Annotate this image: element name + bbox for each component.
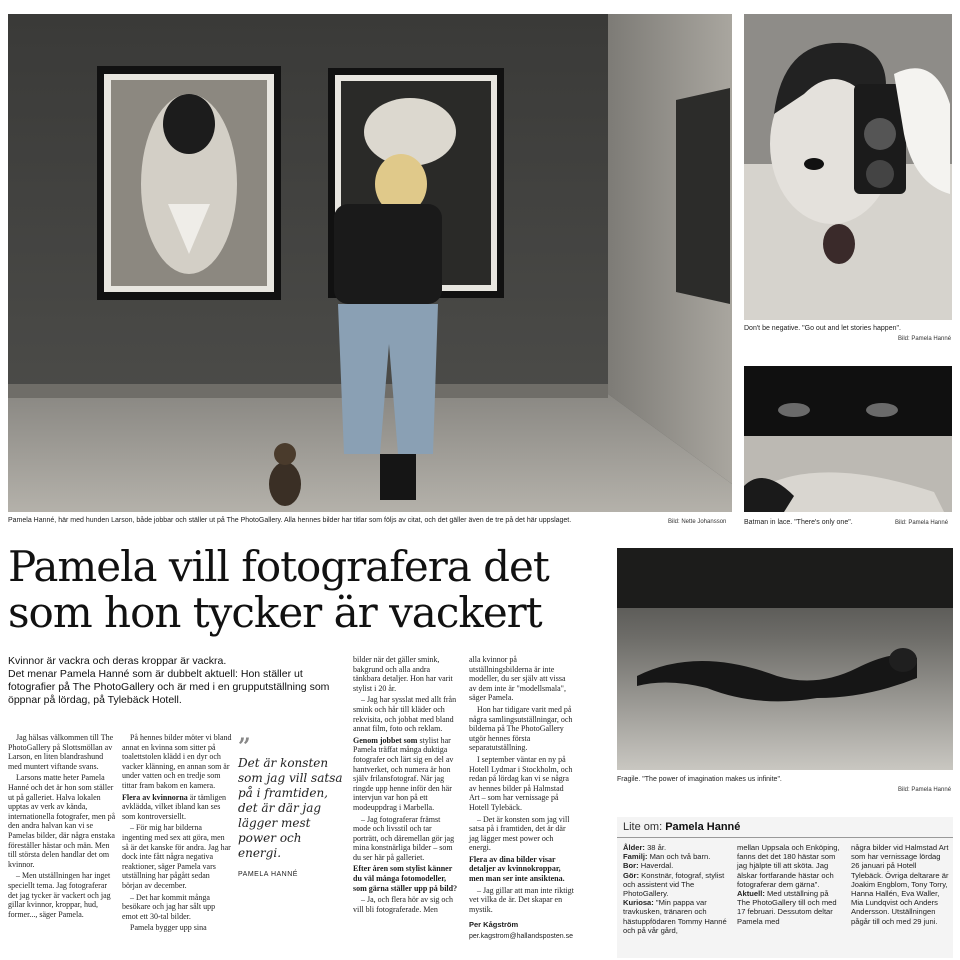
fact-label: Bor: (623, 861, 639, 871)
facts-title (623, 821, 740, 833)
interview-question: Efter åren som stylist känner du väl många fotomodeller, som gärna ställer upp på bild? (353, 864, 458, 893)
main-photo-caption: Pamela Hanné, här med hunden Larson, både jobbar och ställer ut på The PhotoGallery. Alla hennes bilder har titlar som följs av citat, och det gäller även de tre på det här uppslaget. (8, 517, 572, 524)
body-paragraph: Hon har tidigare varit med på några samlingsutställningar, och bilderna på The PhotoGallery utgör hennes första separatutställning. (469, 704, 573, 753)
ingress-line-2: Det menar Pamela Hanné som är dubbelt aktuell: Hon ställer ut fotografier på The PhotoGallery och är med i en grupputställning som öppnar på lördag, på Tylebäck Hotell. (8, 668, 330, 706)
fact-label: Ålder: (623, 843, 645, 852)
side-photo-camera-woman (744, 14, 952, 320)
article-headline: Pamela vill fotografera det som hon tycker är vackert (8, 542, 549, 637)
fact-label: Familj: (623, 852, 648, 862)
fact-label: Kuriosa: (623, 898, 654, 908)
fact-row (623, 871, 729, 899)
body-paragraph-with-subhead (353, 736, 459, 813)
fact-row (623, 852, 729, 861)
fact-label: Aktuell: (737, 889, 765, 899)
facts-title-name: Pamela Hanné (665, 821, 741, 833)
body-text: stylist har Pamela träffat många duktiga fotografer och lärt sig en del av hantverket, och numera är hon själv frilansfotograf. När jag ringde upp henne inför den här intervjun var hon på ett modeuppdrag i Marbella. (353, 735, 454, 812)
body-paragraph: – För mig har bilderna ingenting med sex att göra, men så är det kanske för andra. Jag har dock inte fått några negativa reaktioner, säger Pamela vars utställning har pågått sedan början av december. (122, 823, 231, 890)
body-text: är tämligen avklädda, vilket ibland kan ses som kontroversiellt. (122, 792, 226, 821)
facts-column-2 (737, 843, 843, 926)
fact-value: Med utställning på The PhotoGallery till och med 17 februari. Dessutom deltar Pamela med (737, 889, 837, 926)
quote-text: Det är konsten som jag vill satsa på i framtiden, det är där jag lägger mest power och energi. (238, 756, 343, 860)
byline-email[interactable]: per.kagstrom@hallandsposten.se (469, 933, 573, 941)
body-paragraph: – Jag har sysslat med allt från smink och hår till kläder och rekvisita, och jobbat med bland annat film, foto och reklam. (353, 695, 457, 734)
side-photo-1-image (744, 14, 952, 320)
fact-value: Man och två barn. (647, 852, 711, 862)
subhead: Flera av kvinnorna (122, 792, 188, 802)
fact-row (623, 861, 729, 870)
body-paragraph: alla kvinnor på utställningsbilderna är inte modeller, du ser själv att vissa av dem inte är "modellsmala", säger Pamela. (469, 655, 566, 703)
fact-value: några bilder vid Halmstad Art som har vernissage lördag 26 januari på Hotell Tylebäck. Övriga deltarare är Joakim Engblom, Tony Torry, Hanna Hallén, Eva Waller, Mia Lundqvist och Anders Andersson. Utställningen pågår till och med 29 juni. (851, 843, 949, 926)
body-paragraph: bilder när det gäller smink, bakgrund och alla andra tänkbara detaljer. Hon har varit stylist i 20 år. (353, 655, 453, 693)
article-column-4 (469, 655, 575, 944)
side-photo-1-credit: Bild: Pamela Hanné (898, 336, 952, 342)
body-paragraph: Pamela bygger upp sina (130, 923, 207, 933)
body-paragraph-with-subhead (122, 793, 232, 822)
article-column-3 (353, 655, 459, 916)
side-photo-2-credit: Bild: Pamela Hanné (895, 520, 949, 526)
body-paragraph: – Det är konsten som jag vill satsa på i framtiden, det är där jag lägger mest power och energi. (469, 814, 570, 853)
fact-value: Haverdal. (638, 861, 674, 871)
side-photo-1-caption: Don't be negative. "Go out and let stories happen". (744, 325, 901, 332)
ingress-line-1: Kvinnor är vackra och deras kroppar är vackra. (8, 655, 227, 667)
body-paragraph: I september väntar en ny på Hotell Lydmar i Stockholm, och redan på lördag kan vi se några av hennes bilder på Halmstad Art – som har vernissage på Hotell Tylebäck. (469, 754, 573, 812)
interview-question: Flera av dina bilder visar detaljer av kvinnokroppar, men man ser inte ansiktena. (469, 854, 565, 884)
body-paragraph: – Jag fotograferar främst mode och livsstil och tar porträtt, och däremellan gör jag mina konstnärliga bilder – som du ser här på galleriet. (353, 814, 455, 862)
body-paragraph: – Men utställningen har inget speciellt tema. Jag fotograferar det jag tycker är vackert och jag gillar kvinnor, kroppar, hud, former..., säger Pamela. (8, 871, 111, 919)
side-photo-3-image (617, 548, 953, 770)
main-gallery-image (8, 14, 732, 512)
fact-value: Konstnär, fotograf, stylist och assistent vid The PhotoGallery. (623, 870, 725, 899)
side-photo-3-credit: Bild: Pamela Hanné (898, 787, 952, 793)
main-photo-credit: Bild: Nette Johansson (668, 519, 727, 525)
fact-row (623, 843, 729, 852)
facts-divider (617, 837, 953, 838)
body-paragraph: – Ja, och flera hör av sig och vill bli fotograferade. Men (353, 895, 453, 914)
article-column-1 (8, 733, 116, 921)
article-ingress (8, 655, 343, 707)
side-photo-2-image (744, 366, 952, 512)
quote-mark-icon: ” (238, 734, 251, 760)
side-photo-lace-face (744, 366, 952, 512)
byline-name: Per Kågström (469, 920, 519, 930)
facts-box (617, 817, 953, 958)
fact-value: 38 år. (644, 843, 667, 852)
pull-quote (238, 734, 346, 882)
side-photo-3-caption: Fragile. "The power of imagination makes us infinite". (617, 776, 782, 783)
subhead: Genom jobbet som (353, 735, 418, 745)
facts-title-prefix: Lite om: (623, 821, 666, 833)
body-paragraph: Jag hälsas välkommen till The PhotoGallery på Slottsmöllan av Larson, en liten blandrashund med muntert viftande svans. (8, 733, 114, 771)
body-paragraph: – Jag gillar att man inte riktigt vet vilka de är. Det skapar en mystik. (469, 885, 574, 914)
side-photo-2-caption: Batman in lace. "There's only one". (744, 519, 853, 526)
quote-author: PAMELA HANNÉ (238, 871, 298, 878)
body-paragraph: Larsons matte heter Pamela Hanné och det är hon som ställer ut på galleriet. Halva lokalen upptas av verk av kända, internationella fotografer, men på den andra halvan kan vi se Pamelas bilder, där några enstaka föreställer hästar och män. Men till största delen handlar det om kvinnor. (8, 773, 116, 869)
article-column-2 (122, 733, 232, 935)
body-paragraph: På hennes bilder möter vi bland annat en kvinna som sitter på toalettstolen klädd i en dyr och vacker klänning, en annan som är under vatten och en tredje som tittar fram bakom en kamera. (122, 733, 232, 790)
fact-value: "Min pappa var travkusken, tränaren och hästuppfödaren Tommy Hanné och på vår gård, (623, 898, 727, 935)
body-paragraph: – Det har kommit många besökare och jag har sålt upp emot ett 30-tal bilder. (122, 892, 216, 921)
fact-row (737, 889, 843, 926)
main-gallery-photo (8, 14, 732, 512)
facts-column-1 (623, 843, 729, 935)
fact-value: mellan Uppsala och Enköping, fanns det det 180 hästar som jag hjälpte till att sköta. Jag älskar fortfarande hästar och fotograferar dem gärna". (737, 843, 840, 889)
fact-row (623, 898, 729, 935)
fact-label: Gör: (623, 870, 640, 880)
facts-column-3 (851, 843, 949, 926)
side-photo-underwater (617, 548, 953, 770)
